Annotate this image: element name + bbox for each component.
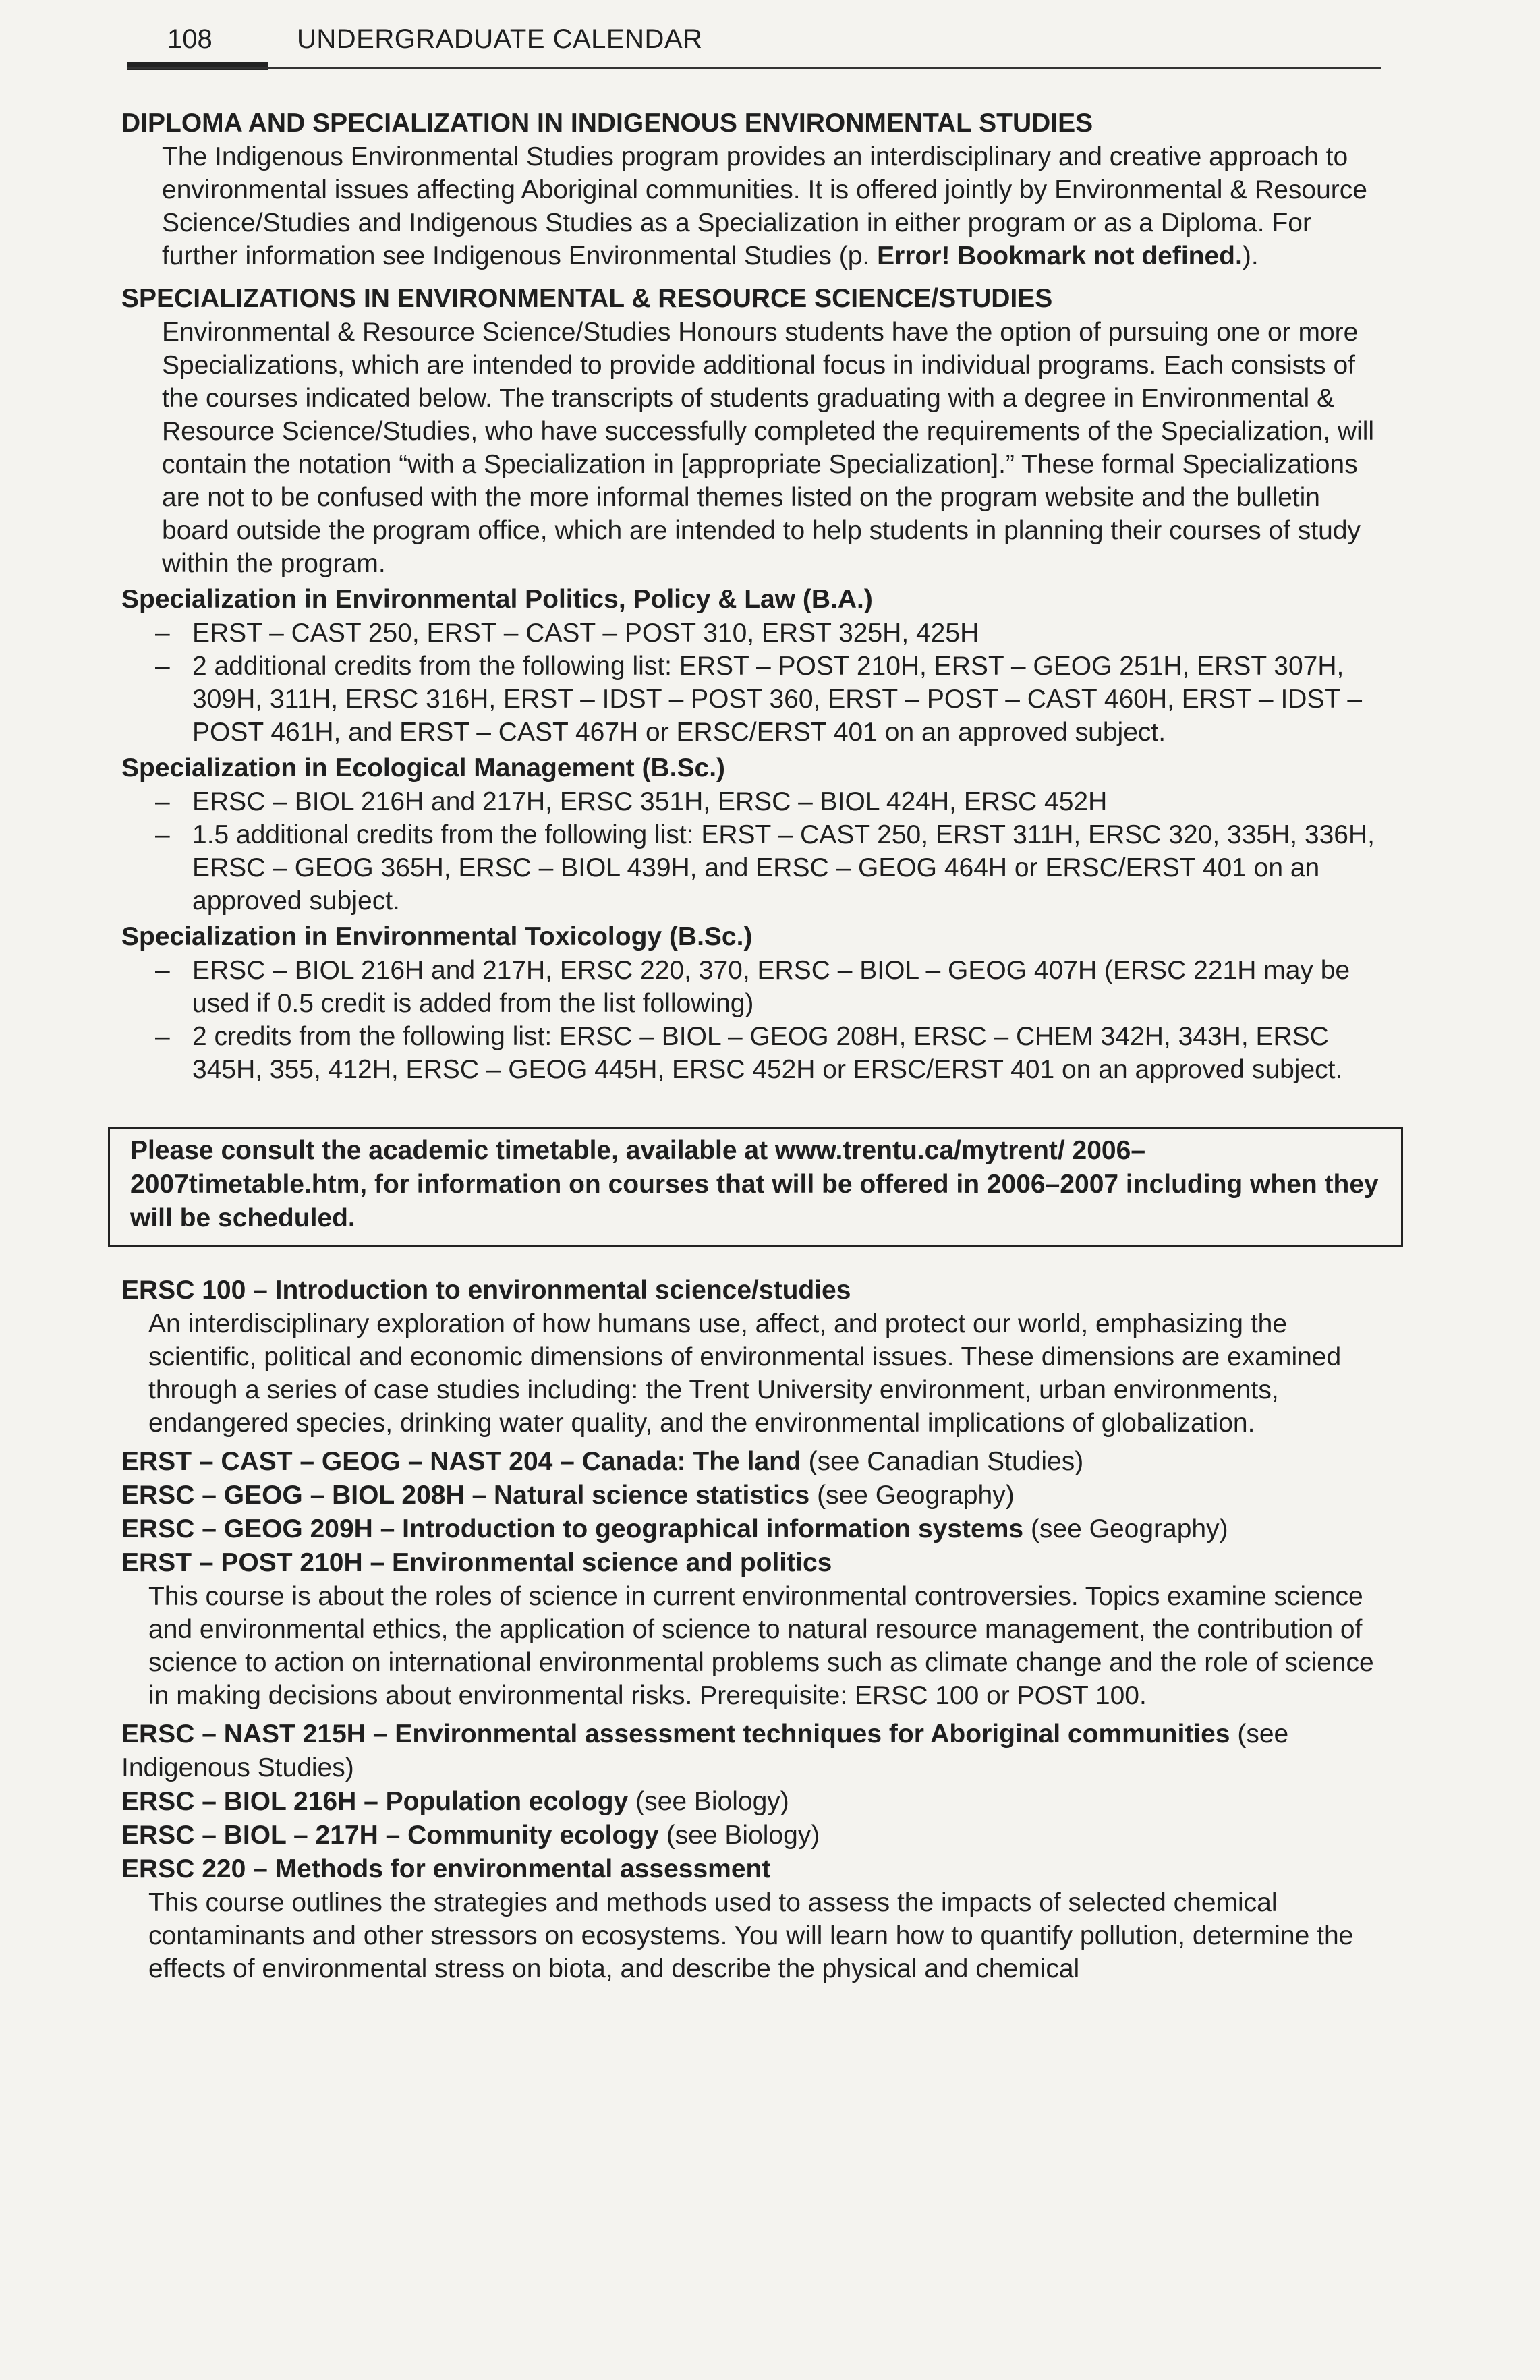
diploma-body (162, 140, 1376, 273)
specialization-title: Specialization in Environmental Politics, Policy & Law (B.A.) (121, 585, 873, 614)
course-title: ERSC – BIOL 216H – Population ecology (121, 1787, 629, 1816)
requirement-item: – 1.5 additional credits from the following list: ERST – CAST 250, ERST 311H, ERSC 320, 335H, 336H, ERSC – GEOG 365H, ERSC – BIOL 439H, and ERSC – GEOG 464H or ERSC/ERST 401 on an approved subject. (192, 818, 1376, 917)
page-content (121, 107, 1379, 1991)
specializations-body: Environmental & Resource Science/Studies Honours students have the option of pursuing one or more Specializations, which are intended to provide additional focus in individual programs. Each consists of the courses indicated below. The transcripts of students graduating with a degree in Environmental & Resource Science/Studies, who have successfully completed the requirements of the Specialization, will contain the notation “with a Specialization in [appropriate Specialization].” These formal Specializations are not to be confused with the more informal themes listed on the program website and the bulletin board outside the program office, which are intended to help students in planning their courses of study within the program. (162, 318, 1375, 578)
course-reference: (see Canadian Studies) (808, 1447, 1084, 1476)
calendar-title: UNDERGRADUATE CALENDAR (297, 24, 703, 54)
course-description: This course outlines the strategies and methods used to assess the impacts of selected chemical contaminants and other stressors on ecosystems. You will learn how to quantify pollution, determine the effects of environmental stress on biota, and describe the physical and chemical (148, 1888, 1354, 1983)
specialization-requirements (121, 785, 1376, 917)
timetable-notice-box: Please consult the academic timetable, available at www.trentu.ca/mytrent/ 2006–2007timetable.htm, for information on courses that will be offered in 2006–2007 including when they will be scheduled. (108, 1127, 1403, 1247)
header-rule (127, 67, 1381, 69)
course-reference: (see Geography) (817, 1481, 1015, 1510)
course-entry (121, 1479, 1376, 1512)
requirement-item: – 2 credits from the following list: ERSC – BIOL – GEOG 208H, ERSC – CHEM 342H, 343H, ERSC 345H, 355, 412H, ERSC – GEOG 445H, ERSC 452H or ERSC/ERST 401 on an approved subject. (192, 1020, 1376, 1086)
course-reference: (see Geography) (1030, 1514, 1228, 1543)
course-entry (121, 1512, 1376, 1546)
course-title: ERSC – NAST 215H – Environmental assessment techniques for Aboriginal communities (121, 1720, 1230, 1749)
specialization-requirements (121, 954, 1376, 1086)
page-number: 108 (167, 24, 212, 54)
page-header (113, 20, 1381, 74)
requirement-item: – 2 additional credits from the following list: ERST – POST 210H, ERST – GEOG 251H, ERST 307H, 309H, 311H, ERSC 316H, ERST – IDST – POST 360, ERST – POST – CAST 460H, ERST – IDST – POST 461H, and ERST – CAST 467H or ERSC/ERST 401 on an approved subject. (192, 650, 1376, 749)
specialization-title: Specialization in Environmental Toxicology (B.Sc.) (121, 922, 753, 951)
requirement-item: – ERSC – BIOL 216H and 217H, ERSC 351H, ERSC – BIOL 424H, ERSC 452H (192, 785, 1376, 818)
specialization-title: Specialization in Ecological Management (B.Sc.) (121, 754, 726, 783)
requirement-item: – ERST – CAST 250, ERST – CAST – POST 310, ERST 325H, 425H (192, 617, 1376, 650)
course-entry (121, 1819, 1376, 1852)
course-reference: (see Biology) (666, 1821, 820, 1850)
specializations-heading: SPECIALIZATIONS IN ENVIRONMENTAL & RESOURCE SCIENCE/STUDIES (121, 284, 1053, 313)
course-title: ERSC – GEOG 209H – Introduction to geographical information systems (121, 1514, 1024, 1543)
course-title: ERSC – BIOL – 217H – Community ecology (121, 1821, 659, 1850)
course-entry (121, 1785, 1376, 1819)
specialization-requirements (121, 617, 1376, 749)
course-title: ERSC – GEOG – BIOL 208H – Natural science statistics (121, 1481, 810, 1510)
course-description: This course is about the roles of science in current environmental controversies. Topics examine science and environmental ethics, the application of science to natural resource management, the contribution of science to action on international environmental problems such as climate change and the role of science in making decisions about environmental risks. Prerequisite: ERSC 100 or POST 100. (148, 1582, 1374, 1710)
calendar-page (113, 20, 1381, 1983)
course-entry (121, 1718, 1376, 1785)
course-entry (121, 1852, 1376, 1886)
requirement-item: – ERSC – BIOL 216H and 217H, ERSC 220, 370, ERSC – BIOL – GEOG 407H (ERSC 221H may be used if 0.5 credit is added from the list following) (192, 954, 1376, 1020)
course-reference: (see Indigenous Studies) (121, 1720, 1289, 1782)
course-title: ERSC 100 – Introduction to environmental science/studies (121, 1276, 851, 1305)
bookmark-error: Error! Bookmark not defined. (877, 242, 1243, 271)
course-title: ERST – POST 210H – Environmental science and politics (121, 1548, 832, 1577)
course-entry (121, 1445, 1376, 1479)
course-description: An interdisciplinary exploration of how humans use, affect, and protect our world, emphasizing the scientific, political and economic dimensions of environmental issues. These dimensions are examined through a series of case studies including: the Trent University environment, urban environments, endangered species, drinking water quality, and the environmental implications of globalization. (148, 1309, 1342, 1438)
diploma-text: The Indigenous Environmental Studies program provides an interdisciplinary and creative approach to environmental issues affecting Aboriginal communities. It is offered jointly by Environmental & Resource Science/Studies and Indigenous Studies as a Specialization in either program or as a Diploma. For further information see Indigenous Environmental Studies (p. (162, 142, 1367, 271)
course-entry (121, 1274, 1376, 1307)
course-title: ERST – CAST – GEOG – NAST 204 – Canada: The land (121, 1447, 801, 1476)
course-entry (121, 1546, 1376, 1580)
diploma-heading: DIPLOMA AND SPECIALIZATION IN INDIGENOUS ENVIRONMENTAL STUDIES (121, 109, 1093, 138)
diploma-tail: ). (1242, 242, 1259, 271)
course-reference: (see Biology) (635, 1787, 789, 1816)
course-title: ERSC 220 – Methods for environmental assessment (121, 1854, 771, 1883)
